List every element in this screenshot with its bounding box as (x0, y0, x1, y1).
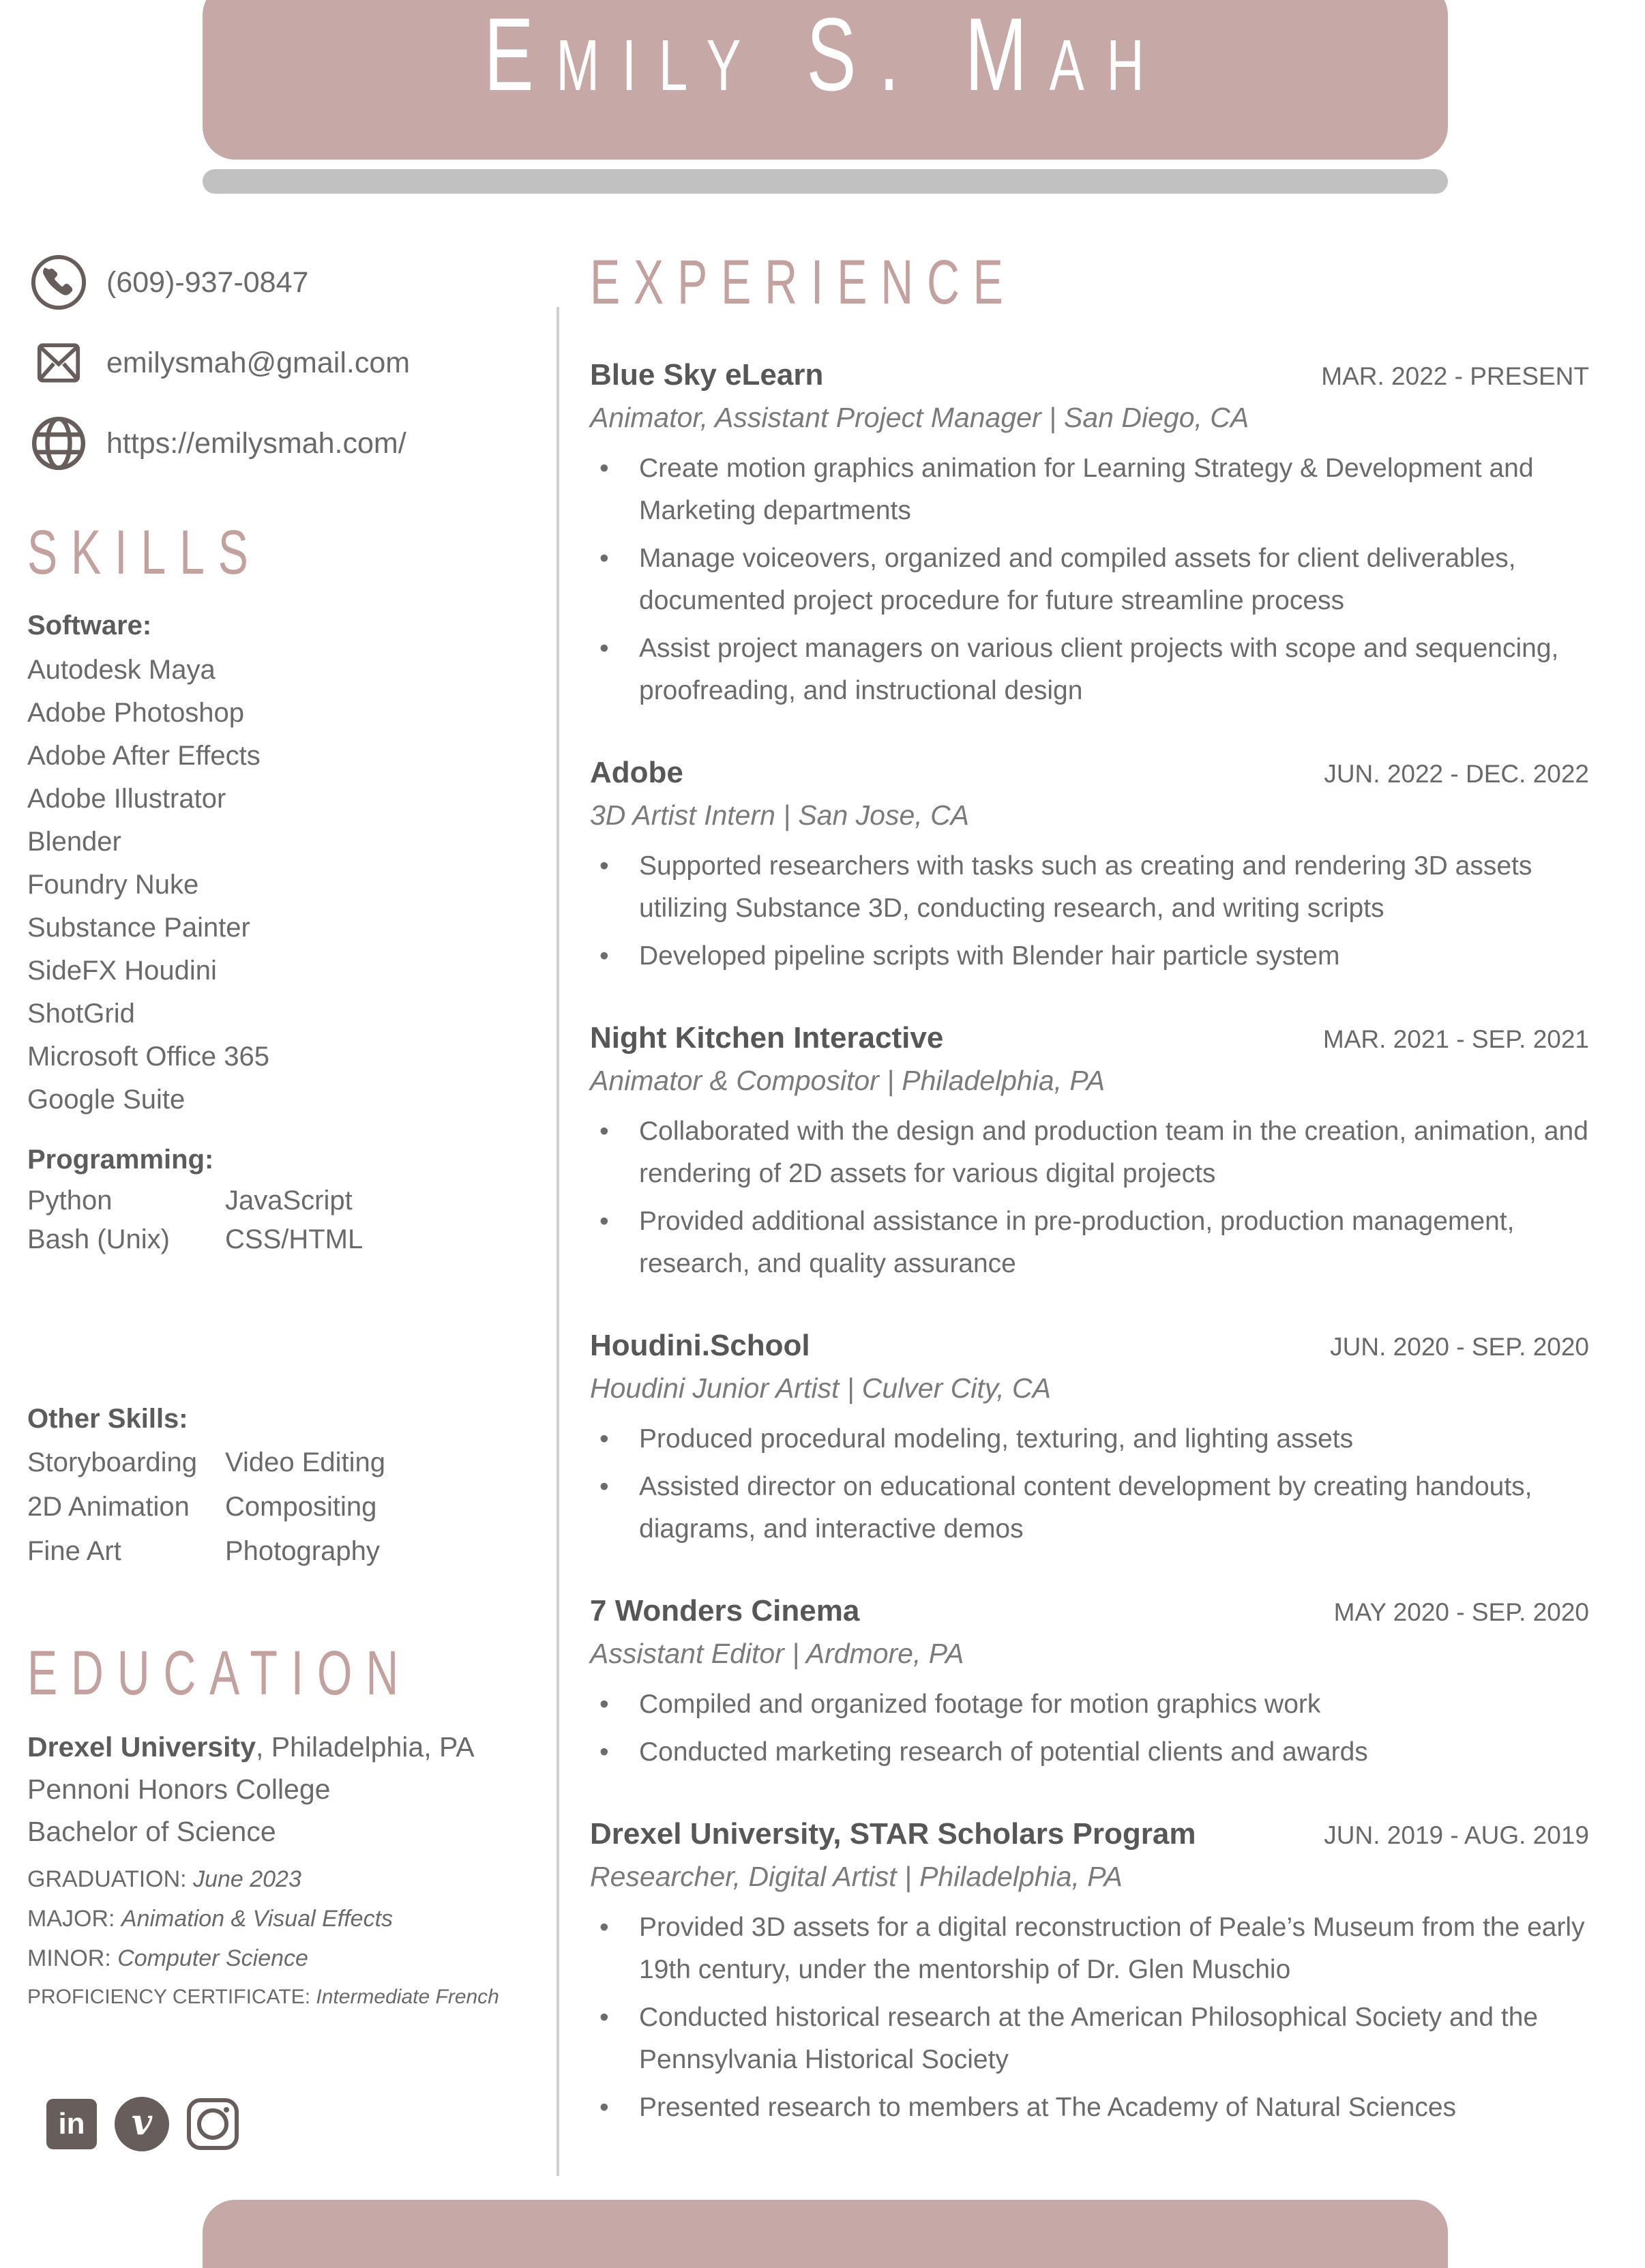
bullet-item: • Provided 3D assets for a digital reconstruction of Peale’s Museum from the early 19th century, under the mentorship of Dr. Glen Muschio (590, 1906, 1589, 1991)
list-item: CSS/HTML (225, 1224, 364, 1254)
education-detail-row (27, 1859, 554, 1899)
list-item: Autodesk Maya (27, 655, 216, 685)
list-item: Storyboarding (27, 1447, 198, 1477)
job-dates: JUN. 2022 - DEC. 2022 (1324, 760, 1589, 788)
skills-heading: SKILLS (27, 518, 262, 587)
vimeo-icon[interactable]: v (115, 2097, 169, 2151)
job-bullets (590, 845, 1589, 977)
bullet-item: • Conducted historical research at the American Philosophical Society and the Pennsylvania Historical Society (590, 1997, 1589, 2081)
job-role: 3D Artist Intern | San Jose, CA (590, 799, 970, 831)
bullet-item: • Compiled and organized footage for motion graphics work (590, 1683, 1589, 1726)
education-honors: Pennoni Honors College (27, 1773, 331, 1805)
job-role: Assistant Editor | Ardmore, PA (590, 1638, 964, 1669)
list-item: Foundry Nuke (27, 870, 199, 900)
job-bullets (590, 1418, 1589, 1550)
bullet-item: • Developed pipeline scripts with Blender hair particle system (590, 935, 1589, 977)
bullet-item: • Presented research to members at The Academy of Natural Sciences (590, 2087, 1589, 2129)
job-entry (590, 1329, 1589, 1550)
list-item: Fine Art (27, 1536, 121, 1566)
programming-list (27, 1181, 554, 1259)
job-bullets (590, 1110, 1589, 1285)
other-skills-label: Other Skills: (27, 1404, 188, 1434)
software-label: Software: (27, 610, 152, 640)
globe-icon (27, 412, 90, 475)
school-name: Drexel University (27, 1731, 256, 1763)
software-list (27, 649, 554, 1121)
education-heading: EDUCATION (27, 1638, 413, 1708)
job-entry (590, 756, 1589, 977)
job-dates: MAR. 2021 - SEP. 2021 (1322, 1025, 1589, 1053)
list-item: Substance Painter (27, 913, 250, 943)
job-company: Houdini.School (590, 1329, 810, 1362)
education-detail-row (27, 1939, 554, 1978)
job-role: Animator, Assistant Project Manager | San Diego, CA (590, 402, 1249, 433)
detail-value: Computer Science (117, 1945, 308, 1971)
job-bullets (590, 1683, 1589, 1773)
contact-phone-row (27, 251, 554, 314)
job-role: Animator & Compositor | Philadelphia, PA (590, 1065, 1106, 1096)
job-dates: JUN. 2020 - SEP. 2020 (1330, 1333, 1589, 1361)
job-title-row (590, 358, 1589, 392)
job-bullets (590, 1906, 1589, 2129)
school-location: , Philadelphia, PA (256, 1731, 475, 1763)
contact-website-row (27, 412, 554, 475)
list-item: Adobe After Effects (27, 741, 261, 771)
list-item: Photography (225, 1536, 380, 1566)
detail-label: PROFICIENCY CERTIFICATE: (27, 1986, 311, 2008)
job-company: Adobe (590, 756, 683, 789)
contact-email-row (27, 332, 554, 394)
email-icon (27, 332, 90, 394)
instagram-dot (224, 2107, 229, 2112)
website-url[interactable]: https://emilysmah.com/ (106, 426, 406, 460)
detail-label: MAJOR: (27, 1906, 115, 1932)
experience-section (590, 225, 1589, 2173)
job-title-row (590, 1594, 1589, 1628)
list-item: Blender (27, 827, 121, 857)
job-title-row (590, 756, 1589, 790)
instagram-icon[interactable] (187, 2098, 239, 2150)
job-title-row (590, 1329, 1589, 1363)
header-underline-bar (203, 169, 1448, 194)
list-item: Adobe Illustrator (27, 784, 226, 814)
programming-label: Programming: (27, 1145, 214, 1175)
job-company: 7 Wonders Cinema (590, 1594, 860, 1628)
detail-value: June 2023 (193, 1866, 301, 1892)
detail-label: GRADUATION: (27, 1866, 187, 1892)
bullet-item: • Manage voiceovers, organized and compiled assets for client deliverables, documented project procedure for future streamline process (590, 537, 1589, 622)
job-title-row (590, 1817, 1589, 1851)
social-icons-row (27, 2097, 554, 2151)
list-item: SideFX Houdini (27, 956, 217, 986)
column-divider (557, 307, 559, 2176)
education-school (27, 1726, 554, 1768)
job-bullets (590, 447, 1589, 712)
phone-icon (27, 251, 90, 314)
email-address[interactable]: emilysmah@gmail.com (106, 346, 411, 379)
list-item: Bash (Unix) (27, 1224, 170, 1254)
job-company: Night Kitchen Interactive (590, 1021, 944, 1055)
list-item: Python (27, 1185, 113, 1216)
list-item: ShotGrid (27, 999, 135, 1029)
bullet-item: • Create motion graphics animation for Learning Strategy & Development and Marketing departments (590, 447, 1589, 532)
header-banner (203, 0, 1448, 160)
job-company: Blue Sky eLearn (590, 358, 824, 392)
experience-heading: EXPERIENCE (590, 248, 1017, 317)
phone-number[interactable]: (609)-937-0847 (106, 265, 309, 299)
education-details (27, 1859, 554, 2015)
education-detail-row (27, 1899, 554, 1939)
job-entry (590, 358, 1589, 712)
bullet-item: • Supported researchers with tasks such as creating and rendering 3D assets utilizing Substance 3D, conducting research, and writing scripts (590, 845, 1589, 930)
bullet-item: • Provided additional assistance in pre-production, production management, research, and quality assurance (590, 1201, 1589, 1285)
job-entry (590, 1021, 1589, 1285)
job-title-row (590, 1021, 1589, 1055)
detail-label: MINOR: (27, 1945, 111, 1971)
job-role: Houdini Junior Artist | Culver City, CA (590, 1372, 1051, 1404)
bullet-item: • Conducted marketing research of potential clients and awards (590, 1731, 1589, 1773)
job-dates: MAR. 2022 - PRESENT (1321, 362, 1589, 390)
person-name: Emily S. Mah (484, 0, 1167, 113)
list-item: Google Suite (27, 1085, 186, 1115)
sidebar (27, 251, 554, 2151)
job-entry (590, 1817, 1589, 2129)
job-dates: MAY 2020 - SEP. 2020 (1333, 1598, 1589, 1626)
bullet-item: • Assisted director on educational content development by creating handouts, diagrams, and interactive demos (590, 1466, 1589, 1550)
job-entry (590, 1594, 1589, 1773)
list-item: Adobe Photoshop (27, 698, 245, 728)
footer-banner (203, 2200, 1448, 2268)
linkedin-icon[interactable]: in (46, 2099, 97, 2149)
job-company: Drexel University, STAR Scholars Program (590, 1817, 1196, 1851)
list-item: 2D Animation (27, 1492, 190, 1522)
job-dates: JUN. 2019 - AUG. 2019 (1324, 1821, 1589, 1849)
list-item: Compositing (225, 1492, 377, 1522)
page-title (203, 0, 1448, 113)
list-item: Video Editing (225, 1447, 385, 1477)
other-skills-list (27, 1441, 554, 1574)
instagram-lens (197, 2108, 228, 2140)
list-item: Microsoft Office 365 (27, 1042, 269, 1072)
education-block (27, 1726, 554, 2015)
bullet-item: • Produced procedural modeling, texturing, and lighting assets (590, 1418, 1589, 1460)
detail-value: Animation & Visual Effects (121, 1906, 394, 1932)
list-item: JavaScript (225, 1185, 353, 1216)
bullet-item: • Assist project managers on various client projects with scope and sequencing, proofreading, and instructional design (590, 628, 1589, 712)
education-certificate-row (27, 1979, 554, 2015)
job-role: Researcher, Digital Artist | Philadelphia, PA (590, 1861, 1123, 1892)
bullet-item: • Collaborated with the design and production team in the creation, animation, and rendering of 2D assets for various digital projects (590, 1110, 1589, 1195)
detail-value: Intermediate French (316, 1986, 499, 2008)
education-degree: Bachelor of Science (27, 1816, 276, 1847)
